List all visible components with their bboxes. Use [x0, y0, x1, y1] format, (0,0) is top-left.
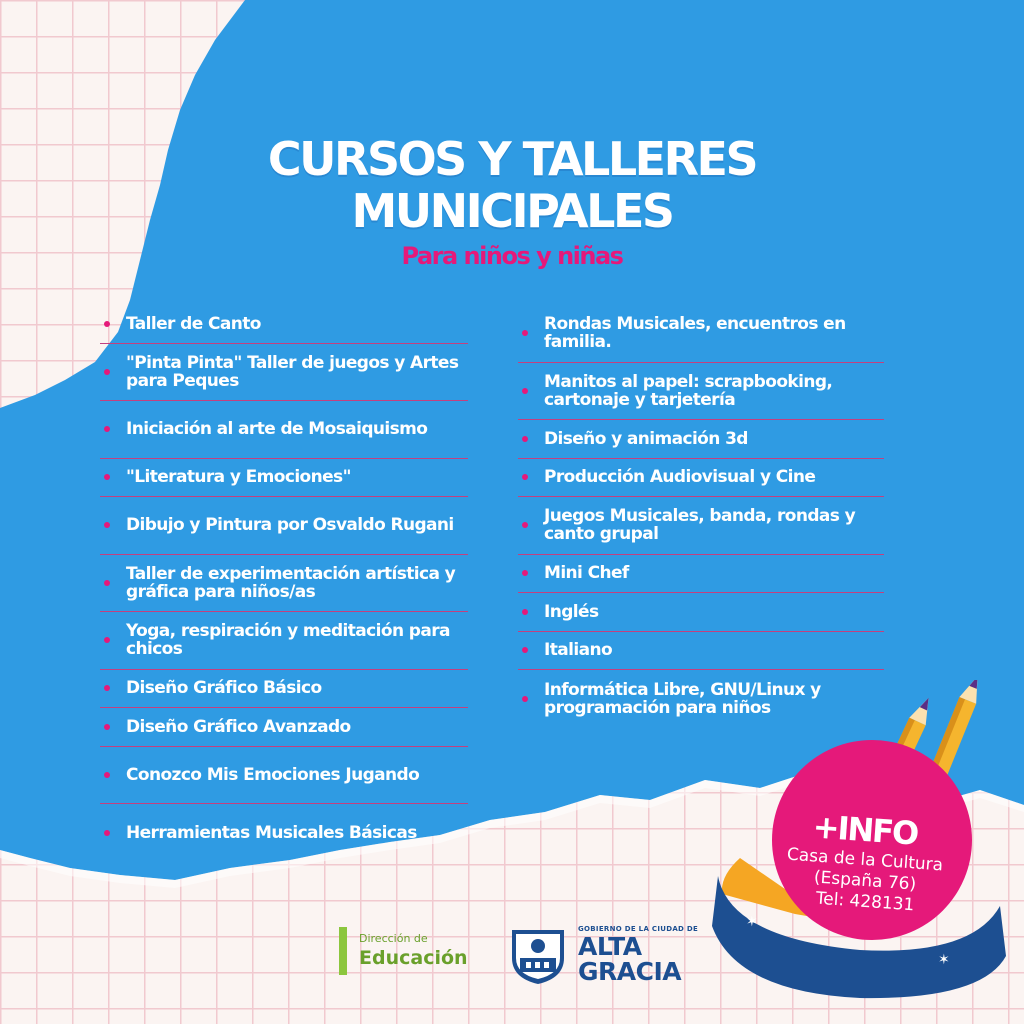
alta-gracia-logo: [508, 922, 698, 986]
educacion-logo: [339, 927, 468, 975]
course-item: Yoga, respiración y meditación para chicos: [100, 612, 468, 670]
course-item: Diseño Gráfico Avanzado: [100, 708, 468, 747]
svg-text:✶: ✶: [746, 914, 758, 930]
course-item: Mini Chef: [518, 555, 884, 594]
info-location: Casa de la Cultura: [786, 844, 944, 876]
educacion-title: Educación: [359, 947, 468, 969]
course-item: Juegos Musicales, banda, rondas y canto grupal: [518, 497, 884, 555]
course-item: Informática Libre, GNU/Linux y programación para niños: [518, 670, 884, 728]
info-phone: Tel: 428131: [815, 888, 915, 916]
course-list-right: [518, 305, 884, 728]
course-item: Taller de experimentación artística y gráfica para niños/as: [100, 555, 468, 613]
educacion-small-text: Dirección de: [359, 932, 428, 945]
info-address: (España 76): [813, 867, 917, 895]
course-item: Rondas Musicales, encuentros en familia.: [518, 305, 884, 363]
course-item: Conozco Mis Emociones Jugando: [100, 747, 468, 805]
course-item: Producción Audiovisual y Cine: [518, 459, 884, 498]
course-item: Diseño Gráfico Básico: [100, 670, 468, 709]
educacion-logo-bar: [339, 927, 347, 975]
ag-title-line-2: GRACIA: [578, 957, 682, 986]
course-item: "Pinta Pinta" Taller de juegos y Artes para Peques: [100, 344, 468, 402]
course-list-left: [100, 305, 468, 862]
ag-title-line-1: ALTA: [578, 932, 642, 961]
ag-small-text: GOBIERNO DE LA CIUDAD DE: [578, 925, 699, 933]
info-box: [770, 807, 960, 916]
title-line-2: MUNICIPALES: [351, 184, 673, 238]
title-line-1: CURSOS Y TALLERES: [267, 132, 757, 186]
course-item: Manitos al papel: scrapbooking, cartonaje y tarjetería: [518, 363, 884, 421]
course-item: Iniciación al arte de Mosaiquismo: [100, 401, 468, 459]
course-item: Dibujo y Pintura por Osvaldo Rugani: [100, 497, 468, 555]
course-item: Diseño y animación 3d: [518, 420, 884, 459]
info-title: +INFO: [811, 807, 919, 853]
subtitle: Para niños y niñas: [401, 242, 623, 270]
city-shield-icon: [508, 922, 568, 986]
course-item: Taller de Canto: [100, 305, 468, 344]
course-item: "Literatura y Emociones": [100, 459, 468, 498]
course-item: Herramientas Musicales Básicas: [100, 804, 468, 862]
course-item: Inglés: [518, 593, 884, 632]
course-item: Italiano: [518, 632, 884, 671]
svg-text:✶: ✶: [938, 952, 950, 968]
